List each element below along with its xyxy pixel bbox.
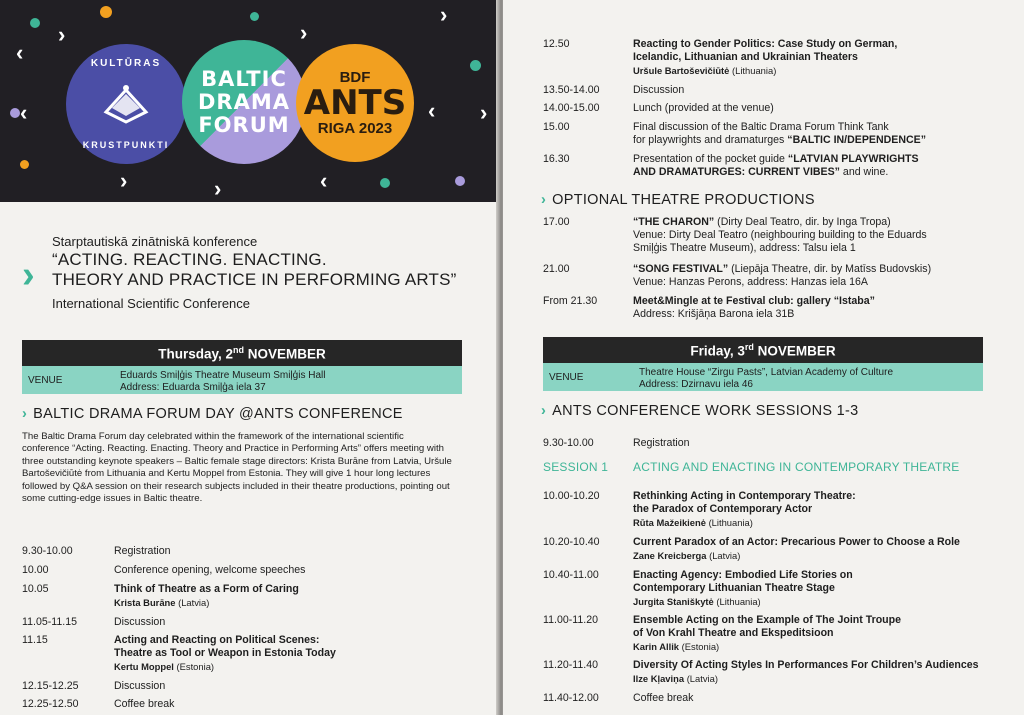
row-time: 10.20-10.40 xyxy=(543,536,600,548)
speaker-name: Ilze Kļaviņa xyxy=(633,673,685,684)
speaker-country: (Lithuania) xyxy=(708,517,753,528)
talk-title-line-2: Icelandic, Lithuanian and Ukrainian Theaters xyxy=(633,51,858,63)
chevron-right-icon: › xyxy=(541,403,547,419)
row-description xyxy=(633,569,1013,609)
row-time: 10.00-10.20 xyxy=(543,490,600,502)
production-title: “THE CHARON” xyxy=(633,216,715,228)
row-description xyxy=(114,634,462,674)
row-time: 10.00 xyxy=(22,564,49,576)
chevron-right-icon: › xyxy=(22,406,28,422)
talk-title-line-2: the Paradox of Contemporary Actor xyxy=(633,503,813,515)
speaker-name: Zane Kreicberga xyxy=(633,550,707,561)
production-details: (Liepāja Theatre, dir. by Matīss Budovskis) xyxy=(728,263,932,275)
talk-title: Current Paradox of an Actor: Precarious Power to Choose a Role xyxy=(633,536,960,548)
festival-banner: › ‹ › › ‹ › ‹ › › ‹ KULTŪRAS KRUSTPUNKTI BALTIC DRAMA FORUM BDF ANTS RIGA 2023 xyxy=(0,0,500,202)
venue-label: VENUE xyxy=(28,375,63,386)
speaker-name: Rūta Mažeikienė xyxy=(633,517,706,528)
row-time: 17.00 xyxy=(543,216,570,228)
row-description xyxy=(633,121,1013,147)
row-time: 12.50 xyxy=(543,38,570,50)
row-text: Coffee break xyxy=(633,692,694,704)
day-label-sup: rd xyxy=(744,341,754,352)
row-text: Discussion xyxy=(114,616,166,628)
row-description xyxy=(633,536,1013,563)
row-text: Conference opening, welcome speeches xyxy=(114,564,306,576)
day-label-month: NOVEMBER xyxy=(244,346,326,362)
section-title-text: BALTIC DRAMA FORUM DAY @ANTS CONFERENCE xyxy=(33,406,403,422)
chevron-right-icon: › xyxy=(22,254,35,296)
speaker-name: Uršule Bartoševičiūtė xyxy=(633,65,730,76)
talk-title-line-2: Theatre as Tool or Weapon in Estonia Today xyxy=(114,647,336,659)
row-description xyxy=(633,490,1013,530)
speaker-name: Karin Allik xyxy=(633,641,680,652)
kulturas-krustpunkti-logo xyxy=(66,44,186,164)
production-title: “SONG FESTIVAL” xyxy=(633,263,729,275)
speaker xyxy=(114,597,209,608)
baltic-drama-forum-logo xyxy=(182,40,306,164)
venue-line-1: Theatre House “Zirgu Pasts”, Latvian Academy of Culture xyxy=(639,367,894,378)
venue-line-1: Eduards Smiļģis Theatre Museum Smiļģis Hall xyxy=(120,370,326,381)
row-text-line-2: for playwrights and dramaturges xyxy=(633,134,788,146)
ants-logo-main: ANTS xyxy=(303,83,407,123)
speaker-country: (Estonia) xyxy=(176,661,215,672)
conference-subtitle-lv: Starptautiskā zinātniskā konference xyxy=(52,234,258,249)
row-text: Discussion xyxy=(114,680,166,692)
bdf-line-3: FORUM xyxy=(198,112,290,137)
speaker-country: (Latvia) xyxy=(686,673,718,684)
row-text-line-2-bold: AND DRAMATURGES: CURRENT VIBES” xyxy=(633,166,840,178)
production-venue-line-2: Smiļģis Theatre Museum), address: Talsu iela 1 xyxy=(633,242,856,254)
row-time: 11.00-11.20 xyxy=(543,614,598,626)
talk-title: Acting and Reacting on Political Scenes: xyxy=(114,634,320,646)
speaker xyxy=(633,65,776,76)
row-description xyxy=(633,295,1013,321)
row-description xyxy=(114,564,462,577)
row-time: 12.15-12.25 xyxy=(22,680,79,692)
left-page xyxy=(0,0,500,715)
venue-line-2: Address: Eduarda Smiļģa iela 37 xyxy=(120,382,266,393)
conference-title xyxy=(52,250,457,290)
production-venue: Address: Krišjāņa Barona iela 31B xyxy=(633,308,795,320)
row-description xyxy=(114,545,462,558)
row-description xyxy=(633,692,1013,705)
venue-bar-friday xyxy=(543,363,983,391)
row-text: Registration xyxy=(633,437,690,449)
intro-paragraph: The Baltic Drama Forum day celebrated within the framework of the international scientific conference “Acting. Reacting. Enacting. Theory and Practice in Performing Arts” offers meeting with three outstanding keynote speakers – Baltic female stage directors: Krista Burāne from Latvia, Uršule Bartoševičiūtė from Lithuania and Kertu Moppel from Estonia. They will give 1 hour long lectures followed by Q&A session on their research subjects included in their theatre productions, pointing out some cutting-edge issues in Baltic theatre. xyxy=(22,431,452,505)
speaker xyxy=(114,661,214,672)
day-label-main: Thursday, 2 xyxy=(158,346,233,362)
speaker xyxy=(633,517,753,528)
venue-line-2: Address: Dzirnavu iela 46 xyxy=(639,379,753,390)
speaker-name: Krista Burāne xyxy=(114,597,176,608)
row-time: 12.25-12.50 xyxy=(22,698,79,710)
row-description xyxy=(633,659,1013,686)
row-text: Lunch (provided at the venue) xyxy=(633,102,774,114)
bdf-line-1: BALTIC xyxy=(201,66,287,91)
row-description xyxy=(633,263,1013,289)
conference-title-line-1: “ACTING. REACTING. ENACTING. xyxy=(52,250,327,269)
row-description xyxy=(633,84,1013,97)
row-description xyxy=(633,102,1013,115)
section-title-optional xyxy=(541,192,815,208)
row-time: 11.20-11.40 xyxy=(543,659,598,671)
speaker xyxy=(633,550,740,561)
row-text-bold: “LATVIAN PLAYWRIGHTS xyxy=(787,153,919,165)
row-time: 9.30-10.00 xyxy=(543,437,594,449)
row-description xyxy=(114,698,462,711)
row-time: 10.40-11.00 xyxy=(543,569,599,581)
talk-title: Ensemble Acting on the Example of The Joint Troupe xyxy=(633,614,902,626)
section-title-text: OPTIONAL THEATRE PRODUCTIONS xyxy=(552,192,815,208)
speaker-name: Jurgita Staniškytė xyxy=(633,596,714,607)
talk-title: Rethinking Acting in Contemporary Theatre: xyxy=(633,490,856,502)
row-text: Discussion xyxy=(633,84,685,96)
row-time: 16.30 xyxy=(543,153,570,165)
row-description xyxy=(633,38,1013,78)
day-label xyxy=(690,342,835,359)
section-title-work-sessions xyxy=(541,403,859,419)
day-header-friday xyxy=(543,337,983,363)
row-description xyxy=(114,583,462,610)
speaker-country: (Lithuania) xyxy=(716,596,761,607)
row-text-line-2-bold: “BALTIC IN/DEPENDENCE” xyxy=(787,134,926,146)
day-label xyxy=(158,345,326,362)
row-text: Registration xyxy=(114,545,171,557)
day-label-main: Friday, 3 xyxy=(690,343,745,359)
ants-riga-logo xyxy=(296,44,414,162)
row-text-line-2-end: and wine. xyxy=(839,166,889,178)
venue-text xyxy=(639,367,893,391)
day-header-thursday xyxy=(22,340,462,366)
speaker-country: (Lithuania) xyxy=(732,65,777,76)
ants-logo-bottom: RIGA 2023 xyxy=(317,120,393,137)
section-title-text: ANTS CONFERENCE WORK SESSIONS 1-3 xyxy=(552,403,859,419)
row-time: 11.05-11.15 xyxy=(22,616,77,628)
row-text: Presentation of the pocket guide xyxy=(633,153,788,165)
logo-text-bottom: KRUSTPUNKTI xyxy=(82,140,170,150)
chevron-right-icon: › xyxy=(541,192,547,208)
row-description xyxy=(114,680,462,693)
speaker xyxy=(633,673,718,684)
day-label-sup: nd xyxy=(233,344,244,355)
production-title: Meet&Mingle at te Festival club: gallery “Istaba” xyxy=(633,295,875,307)
row-time: From 21.30 xyxy=(543,295,598,307)
talk-title: Reacting to Gender Politics: Case Study on German, xyxy=(633,38,898,50)
row-time: 11.40-12.00 xyxy=(543,692,599,704)
production-venue: Venue: Hanzas Perons, address: Hanzas iela 16A xyxy=(633,276,868,288)
talk-title: Think of Theatre as a Form of Caring xyxy=(114,583,299,595)
talk-title-line-2: Contemporary Lithuanian Theatre Stage xyxy=(633,582,835,594)
venue-text xyxy=(120,370,325,394)
row-time: 10.05 xyxy=(22,583,49,595)
talk-title: Enacting Agency: Embodied Life Stories on xyxy=(633,569,853,581)
crossroads-icon xyxy=(98,82,154,126)
speaker xyxy=(633,596,761,607)
speaker-country: (Estonia) xyxy=(681,641,720,652)
speaker xyxy=(633,641,719,652)
talk-title-line-2: of Von Krahl Theatre and Ekspeditsioon xyxy=(633,627,834,639)
session-label: SESSION 1 xyxy=(543,460,609,474)
row-time: 13.50-14.00 xyxy=(543,84,600,96)
day-label-month: NOVEMBER xyxy=(753,343,836,359)
row-description xyxy=(114,616,462,629)
venue-bar-thursday xyxy=(22,366,462,394)
conference-title-line-2: THEORY AND PRACTICE IN PERFORMING ARTS” xyxy=(52,270,457,289)
production-venue: Venue: Dirty Deal Teatro (neighbouring building to the Eduards xyxy=(633,229,927,241)
speaker-name: Kertu Moppel xyxy=(114,661,174,672)
production-details: (Dirty Deal Teatro, dir. by Inga Tropa) xyxy=(714,216,891,228)
section-title-bdf-day xyxy=(22,406,403,422)
conference-subtitle-en: International Scientific Conference xyxy=(52,296,251,311)
bdf-line-2: DRAMA xyxy=(197,89,290,114)
row-time: 9.30-10.00 xyxy=(22,545,73,557)
row-time: 15.00 xyxy=(543,121,570,133)
row-text: Final discussion of the Baltic Drama Forum Think Tank xyxy=(633,121,889,133)
ants-logo-top: BDF xyxy=(339,69,371,86)
speaker-country: (Latvia) xyxy=(178,597,210,608)
speaker-country: (Latvia) xyxy=(709,550,741,561)
right-page xyxy=(503,0,1024,715)
row-time: 21.00 xyxy=(543,263,570,275)
talk-title: Diversity Of Acting Styles In Performances For Children’s Audiences xyxy=(633,659,979,671)
session-title: ACTING AND ENACTING IN CONTEMPORARY THEATRE xyxy=(633,460,960,474)
row-description xyxy=(633,614,1013,654)
row-time: 14.00-15.00 xyxy=(543,102,600,114)
logo-text-top: KULTŪRAS xyxy=(90,58,162,69)
venue-label: VENUE xyxy=(549,372,584,383)
row-description xyxy=(633,216,1013,255)
row-text: Coffee break xyxy=(114,698,175,710)
row-description xyxy=(633,153,1013,179)
row-time: 11.15 xyxy=(22,634,48,646)
